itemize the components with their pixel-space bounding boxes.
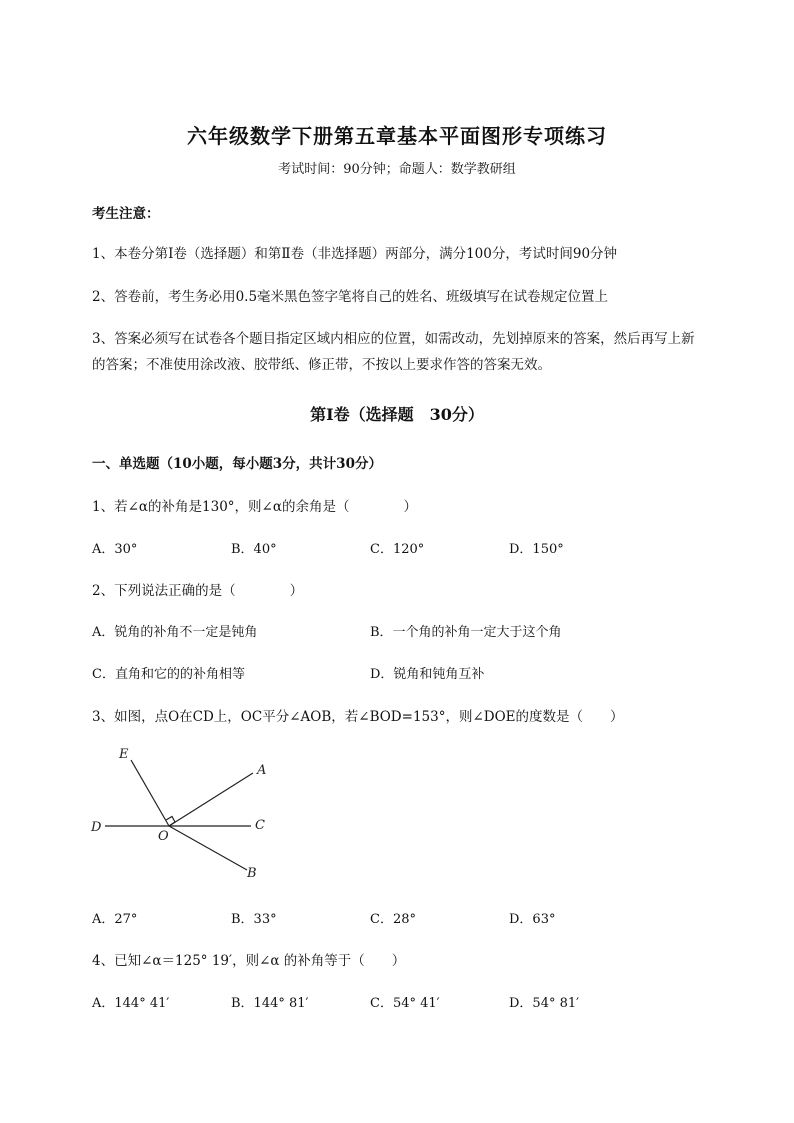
question-1-option-c: C．120° [370,542,425,557]
question-4-option-a: A．144° 41′ [92,996,170,1011]
question-2-option-d: D．锐角和钝角互补 [370,667,485,682]
question-2-option-b: B．一个角的补角一定大于这个角 [370,625,562,640]
question-3-option-c: C．28° [370,912,416,927]
notice-item-2: 2、答卷前，考生务必用0.5毫米黑色签字笔将自己的姓名、班级填写在试卷规定位置上 [92,289,609,305]
question-1-option-b: B．40° [231,542,277,557]
label-d: D [91,820,102,835]
question-4-stem: 4、已知∠α＝125° 19′，则∠α 的补角等于（ ） [92,953,406,969]
part-title: 一、单选题（10小题，每小题3分，共计30分） [92,456,382,472]
page-title: 六年级数学下册第五章基本平面图形专项练习 [187,124,607,148]
question-1-stem: 1、若∠α的补角是130°，则∠α的余角是（ ） [92,499,417,515]
right-angle-mark [166,817,175,827]
question-3-stem: 3、如图，点O在CD上，OC平分∠AOB，若∠BOD=153°，则∠DOE的度数是（ ） [92,709,624,725]
label-c: C [255,818,265,833]
notice-item-1: 1、本卷分第I卷（选择题）和第Ⅱ卷（非选择题）两部分，满分100分，考试时间90分钟 [92,246,618,262]
ray-oa [169,773,253,826]
label-a: A [257,763,267,778]
notice-item-3: 3、答案必须写在试卷各个题目指定区域内相应的位置，如需改动，先划掉原来的答案，然后再写上新 [92,331,695,347]
exam-info: 考试时间：90分钟；命题人：数学教研组 [278,162,516,177]
label-e: E [119,747,129,762]
question-4-option-b: B．144° 81′ [231,996,309,1011]
label-b: B [247,866,257,881]
question-2-option-a: A．锐角的补角不一定是钝角 [92,625,258,640]
ray-oe [131,760,169,826]
question-2-option-c: C．直角和它的的补角相等 [92,667,245,682]
question-3-option-b: B．33° [231,912,277,927]
question-1-option-a: A．30° [92,542,138,557]
question-1-option-d: D．150° [509,542,564,557]
question-2-stem: 2、下列说法正确的是（ ） [92,583,304,599]
notice-item-3-cont: 的答案；不准使用涂改液、胶带纸、修正带，不按以上要求作答的答案无效。 [92,357,551,373]
ray-ob [169,826,247,870]
section-title: 第I卷（选择题 30分） [310,405,484,424]
notice-heading: 考生注意： [92,206,160,222]
label-o: O [158,829,169,844]
question-4-option-d: D．54° 81′ [509,996,580,1011]
angle-figure [85,740,285,885]
question-3-option-a: A．27° [92,912,138,927]
question-3-option-d: D．63° [509,912,556,927]
question-4-option-c: C．54° 41′ [370,996,440,1011]
